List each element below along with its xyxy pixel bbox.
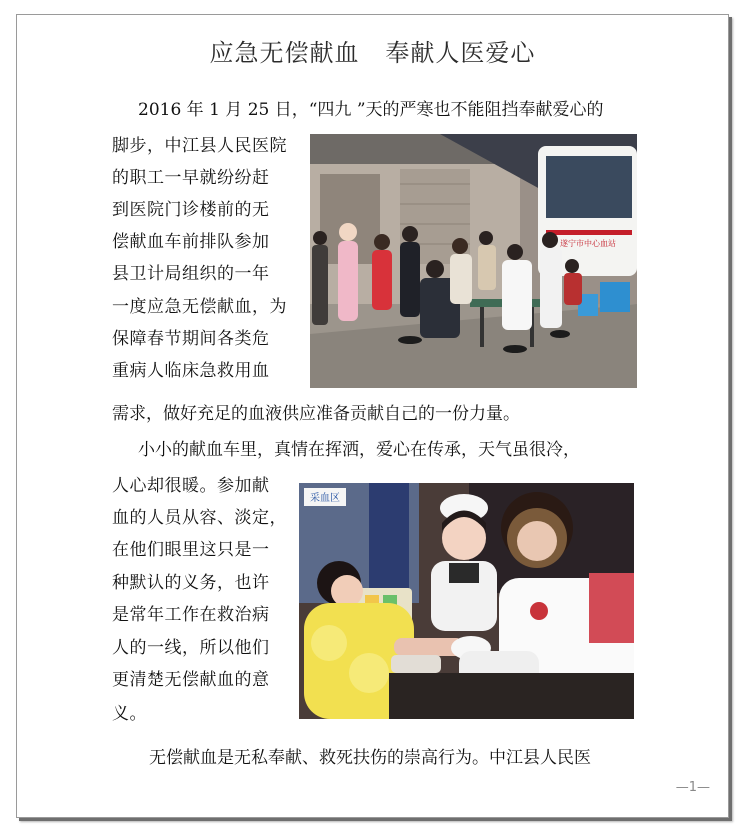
collection-area-sign-text: 采血区 — [310, 493, 340, 504]
para1-side-line: 的职工一早就纷纷赶 — [112, 168, 270, 188]
para1-side-line: 到医院门诊楼前的无 — [112, 200, 270, 220]
bus-sign-text: 遂宁市中心血站 — [560, 239, 616, 248]
para1-side-line: 偿献血车前排队参加 — [112, 232, 270, 252]
para2-side-line: 是常年工作在救治病 — [112, 605, 270, 625]
para2-side-line: 更清楚无偿献血的意 — [112, 670, 270, 690]
document-title: 应急无偿献血 奉献人医爱心 — [209, 39, 536, 67]
para2-side-line: 在他们眼里这只是一 — [112, 540, 270, 560]
para2-side-line: 人心却很暖。参加献 — [112, 476, 270, 496]
page-number: —1— — [675, 780, 710, 795]
para1-side-line: 重病人临床急救用血 — [112, 361, 270, 381]
para1-side-line: 一度应急无偿献血，为 — [112, 297, 287, 317]
para1-side-line: 脚步，中江县人民医院 — [112, 136, 287, 156]
para2-lead-line: 小小的献血车里，真情在挥洒，爱心在传承，天气虽很冷， — [138, 440, 580, 460]
para1-side-line: 县卫计局组织的一年 — [112, 264, 270, 284]
para1-side-line: 保障春节期间各类危 — [112, 329, 270, 349]
para2-side-line: 义。 — [112, 704, 147, 724]
blood-collection-photo — [299, 483, 634, 719]
blood-donation-bus-photo — [310, 134, 637, 388]
para1-lead-line: 2016 年 1 月 25 日，“四九 ”天的严寒也不能阻挡奉献爱心的 — [138, 100, 604, 120]
document-page — [16, 14, 729, 818]
para2-side-line: 血的人员从容、淡定， — [112, 508, 287, 528]
para3-lead-line: 无偿献血是无私奉献、救死扶伤的崇高行为。中江县人民医 — [149, 748, 591, 768]
para2-side-line: 人的一线，所以他们 — [112, 638, 270, 658]
para2-side-line: 种默认的义务，也许 — [112, 573, 270, 593]
para1-tail-line: 需求，做好充足的血液供应准备贡献自己的一份力量。 — [112, 404, 520, 424]
